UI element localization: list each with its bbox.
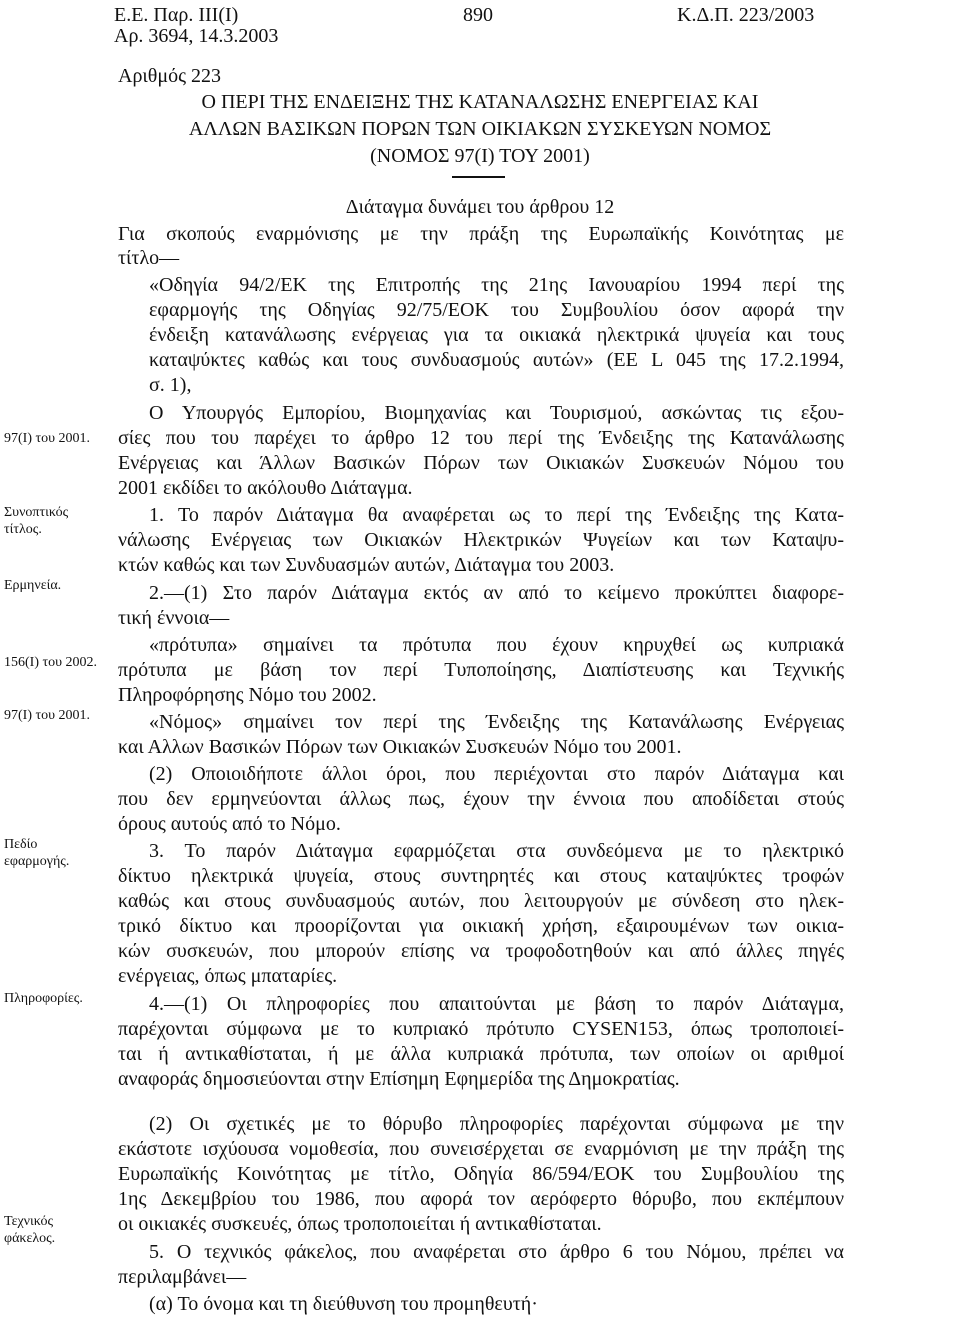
- issue-ref: Αρ. 3694, 14.3.2003: [114, 25, 279, 47]
- margin-note-standards-law: 156(Ι) του 2002.: [4, 655, 98, 670]
- margin-note-short-title: Συνοπτικός: [4, 505, 69, 520]
- body-line: «Οδηγία 94/2/ΕΚ της Επιτροπής της 21ης Ιανουαρίου 1994 περί της: [149, 274, 844, 296]
- body-line: (α) Το όνομα και τη διεύθυνση του προμηθευτή·: [149, 1293, 538, 1315]
- body-line: οι οικιακές συσκευές, όπως τροποποιείται ή αντικαθίσταται.: [118, 1213, 602, 1235]
- body-line: Ενέργειας και Άλλων Βασικών Πόρων των Οικιακών Συσκευών Νόμου του: [118, 452, 844, 474]
- body-line: (2) Οποιοιδήποτε άλλοι όροι, που περιέχονται στο παρόν Διάταγμα και: [149, 763, 844, 785]
- regulation-ref: Κ.Δ.Π. 223/2003: [677, 4, 815, 26]
- body-line: 2001 εκδίδει το ακόλουθο Διάταγμα.: [118, 477, 413, 499]
- body-line: 3. Το παρόν Διάταγμα εφαρμόζεται στα συνδεόμενα με το ηλεκτρικό: [149, 840, 844, 862]
- body-line: Ευρωπαϊκής Κοινότητας με τίτλο, Οδηγία 86/594/ΕΟΚ του Συμβουλίου της: [118, 1163, 844, 1185]
- body-line: Ο Υπουργός Εμπορίου, Βιομηχανίας και Τουρισμού, ασκώντας τις εξου-: [149, 402, 844, 424]
- body-line: (2) Οι σχετικές με το θόρυβο πληροφορίες παρέχονται σύμφωνα με την: [149, 1113, 844, 1135]
- body-line: περιλαμβάνει—: [118, 1266, 247, 1288]
- body-line: δίκτυο ηλεκτρικά ψυγεία, στους συντηρητές και στους καταψύκτες τροφών: [118, 865, 844, 887]
- body-line: «Νόμος» σημαίνει τον περί της Ένδειξης της Κατανάλωσης Ενέργειας: [149, 711, 844, 733]
- body-line: πρότυπα με βάση τον περί Τυποποίησης, Διαπίστευσης και Τεχνικής: [118, 659, 844, 681]
- body-line: εφαρμογής της Οδηγίας 92/75/ΕΟΚ του Συμβουλίου όσον αφορά την: [149, 299, 844, 321]
- body-line: όρους αυτούς από το Νόμο.: [118, 813, 341, 835]
- body-line: νάλωσης Ενέργειας των Οικιακών Ηλεκτρικών Ψυγείων και των Καταψυ-: [118, 529, 844, 551]
- body-line: «πρότυπα» σημαίνει τα πρότυπα που έχουν κηρυχθεί ως κυπριακά: [149, 634, 844, 656]
- body-line: τίτλο—: [118, 247, 180, 269]
- body-line: Για σκοπούς εναρμόνισης με την πράξη της Ευρωπαϊκής Κοινότητας με: [118, 223, 844, 245]
- margin-note-scope-2: εφαρμογής.: [4, 854, 70, 869]
- margin-note-interpretation: Ερμηνεία.: [4, 578, 62, 593]
- body-line: αναφοράς δημοσιεύονται στην Επίσημη Εφημερίδα της Δημοκρατίας.: [118, 1068, 680, 1090]
- body-line: Πληροφόρησης Νόμο του 2002.: [118, 684, 377, 706]
- title-divider: [452, 176, 505, 178]
- body-line: σ. 1),: [149, 374, 192, 396]
- margin-note-short-title-2: τίτλος.: [4, 522, 42, 537]
- margin-note-technical-file-2: φάκελος.: [4, 1231, 56, 1246]
- order-subtitle: Διάταγμα δυνάμει του άρθρου 12: [345, 196, 615, 218]
- margin-note-information: Πληροφορίες.: [4, 991, 83, 1006]
- body-line: καθώς και στους συνδυασμούς αυτών, που λειτουργούν με σύνδεση στο ηλεκ-: [118, 890, 844, 912]
- body-line: και Αλλων Βασικών Πόρων των Οικιακών Συσκευών Νόμο του 2001.: [118, 736, 682, 758]
- body-line: 1ης Δεκεμβρίου του 1986, που αφορά τον αερόφερτο θόρυβο, που εκπέμπουν: [118, 1188, 844, 1210]
- body-line: σίες που του παρέχει το άρθρο 12 του περί της Ένδειξης της Κατανάλωσης: [118, 427, 844, 449]
- law-title-line-2: ΑΛΛΩΝ ΒΑΣΙΚΩΝ ΠΟΡΩΝ ΤΩΝ ΟΙΚΙΑΚΩΝ ΣΥΣΚΕΥΩΝ ΝΟΜΟΣ: [188, 118, 772, 140]
- margin-note-law-ref-2: 97(Ι) του 2001.: [4, 708, 91, 723]
- page-number: 890: [463, 4, 493, 26]
- margin-note-technical-file: Τεχνικός: [4, 1214, 54, 1229]
- body-line: που δεν ερμηνεύονται άλλως πως, έχουν την έννοια που αποδίδεται στούς: [118, 788, 844, 810]
- body-line: εκάστοτε ισχύουσα νομοθεσία, που συνεισέρχεται σε εναρμόνιση με την πράξη της: [118, 1138, 844, 1160]
- law-title-line-3: (ΝΟΜΟΣ 97(Ι) ΤΟΥ 2001): [370, 145, 590, 167]
- body-line: ένδειξη κατανάλωσης ενέργειας για τα οικιακά ηλεκτρικά ψυγεία και τους: [149, 324, 844, 346]
- body-line: 4.—(1) Οι πληροφορίες που απαιτούνται με βάση το παρόν Διάταγμα,: [149, 993, 844, 1015]
- body-line: παρέχονται σύμφωνα με το κυπριακό πρότυπο CYSEN153, όπως τροποποιεί-: [118, 1018, 844, 1040]
- body-line: 1. Το παρόν Διάταγμα θα αναφέρεται ως το περί της Ένδειξης της Κατα-: [149, 504, 844, 526]
- body-line: 5. Ο τεχνικός φάκελος, που αναφέρεται στο άρθρο 6 του Νόμου, πρέπει να: [149, 1241, 844, 1263]
- body-line: ενέργειας, όπως μπαταρίες.: [118, 965, 338, 987]
- body-line: κτών καθώς και των Συνδυασμών αυτών, Διάταγμα του 2003.: [118, 554, 615, 576]
- gazette-ref: Ε.Ε. Παρ. ΙΙΙ(Ι): [114, 4, 239, 26]
- body-line: κών συσκευών, που μπορούν επίσης να τροφοδοτηθούν και από άλλες πηγές: [118, 940, 844, 962]
- body-line: 2.—(1) Στο παρόν Διάταγμα εκτός αν από το κείμενο προκύπτει διαφορε-: [149, 582, 844, 604]
- body-line: ται ή αντικαθίσταται, ή με άλλα κυπριακά πρότυπα, των οποίων οι αριθμοί: [118, 1043, 844, 1065]
- body-line: τρικό δίκτυο και προορίζονται για οικιακή χρήση, εξαιρουμένων των οικια-: [118, 915, 844, 937]
- regulation-number: Αριθμός 223: [118, 65, 222, 87]
- law-title-line-1: Ο ΠΕΡΙ ΤΗΣ ΕΝΔΕΙΞΗΣ ΤΗΣ ΚΑΤΑΝΑΛΩΣΗΣ ΕΝΕΡΓΕΙΑΣ ΚΑΙ: [201, 91, 759, 113]
- margin-note-law-ref: 97(Ι) του 2001.: [4, 431, 91, 446]
- margin-note-scope: Πεδίο: [4, 837, 38, 852]
- body-line: καταψύκτες καθώς και τους συνδυασμούς αυτών» (ΕΕ L 045 της 17.2.1994,: [149, 349, 844, 371]
- body-line: τική έννοια—: [118, 607, 230, 629]
